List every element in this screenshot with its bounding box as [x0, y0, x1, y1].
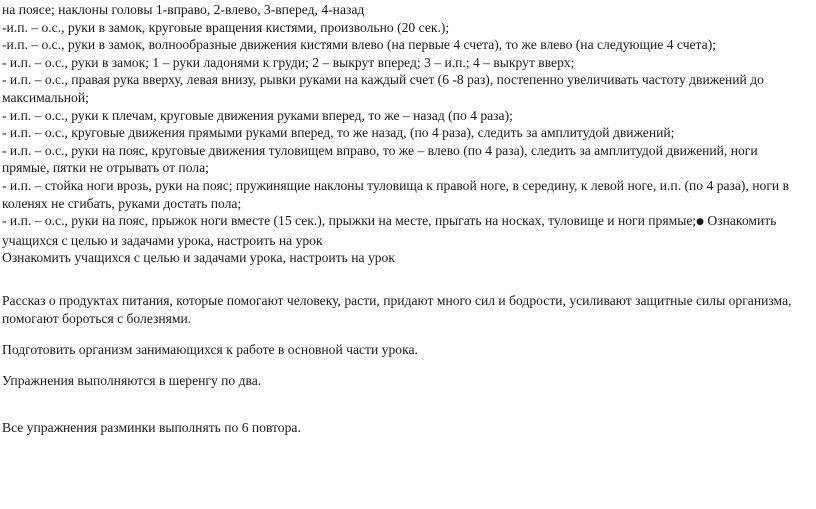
intro-line: Ознакомить учащихся с целью и задачами урока, настроить на урок: [2, 250, 395, 266]
bullet-icon: ●: [696, 217, 705, 228]
exercise-line: - и.п. – о.с., круговые движения прямыми руками вперед, то же назад, (по 4 раза), следить за амплитудой движений;: [2, 125, 675, 141]
formation-note: Упражнения выполняются в шеренгу по два.: [2, 373, 262, 388]
exercise-line-last: [2, 212, 808, 249]
exercise-last-text: - и.п. – о.с., руки на пояс, прыжок ноги вместе (15 сек.), прыжки на месте, прыгать на носках, туловище и ноги прямые;: [2, 213, 697, 229]
exercise-line: - и.п. – о.с., руки в замок; 1 – руки ладонями к груди; 2 – выкрут вперед; 3 – и.п.; 4 – выкрут вверх;: [2, 54, 575, 70]
exercise-line: -и.п. – о.с., руки в замок, круговые вращения кистями, произвольно (20 сек.);: [2, 19, 450, 35]
nutrition-note: Рассказ о продуктах питания, которые помогают человеку, расти, придают много сил и бодрости, усиливают защитные силы организма, помогают бороться с болезнями.: [2, 293, 792, 326]
exercise-line: - и.п. – о.с., руки к плечам, круговые движения руками вперед, то же – назад (по 4 раза);: [2, 107, 513, 123]
exercise-line: - и.п. – о.с., руки на пояс, круговые движения туловищем вправо, то же – влево (по 4 раза), следить за амплитудой движений, ноги прямые, пятки не отрывать от пола;: [2, 142, 758, 176]
prepare-note: Подготовить организм занимающихся к работе в основной части урока.: [2, 342, 418, 357]
exercise-list: [2, 1, 808, 267]
bullet-tail-text: Ознакомить учащихся с целью и задачами урока, настроить на урок: [2, 213, 777, 248]
exercise-line: - и.п. – стойка ноги врозь, руки на пояс; пружинящие наклоны туловища к правой ноге, в середину, к левой ноге, и.п. (по 4 раза), ноги в коленях не сгибать, руками достать пола;: [2, 177, 789, 211]
exercise-line: -и.п. – о.с., руки в замок, волнообразные движения кистями влево (на первые 4 счета), то же влево (на следующие 4 счета);: [2, 37, 717, 53]
exercise-line: на поясе; наклоны головы 1-вправо, 2-влево, 3-вперед, 4-назад: [2, 2, 365, 17]
exercise-line: - и.п. – о.с., правая рука вверху, левая внизу, рывки руками на каждый счет (6 -8 раз), постепенно увеличивать частоту движений до максимальной;: [2, 72, 764, 105]
repeats-note: Все упражнения разминки выполнять по 6 повтора.: [2, 420, 301, 435]
